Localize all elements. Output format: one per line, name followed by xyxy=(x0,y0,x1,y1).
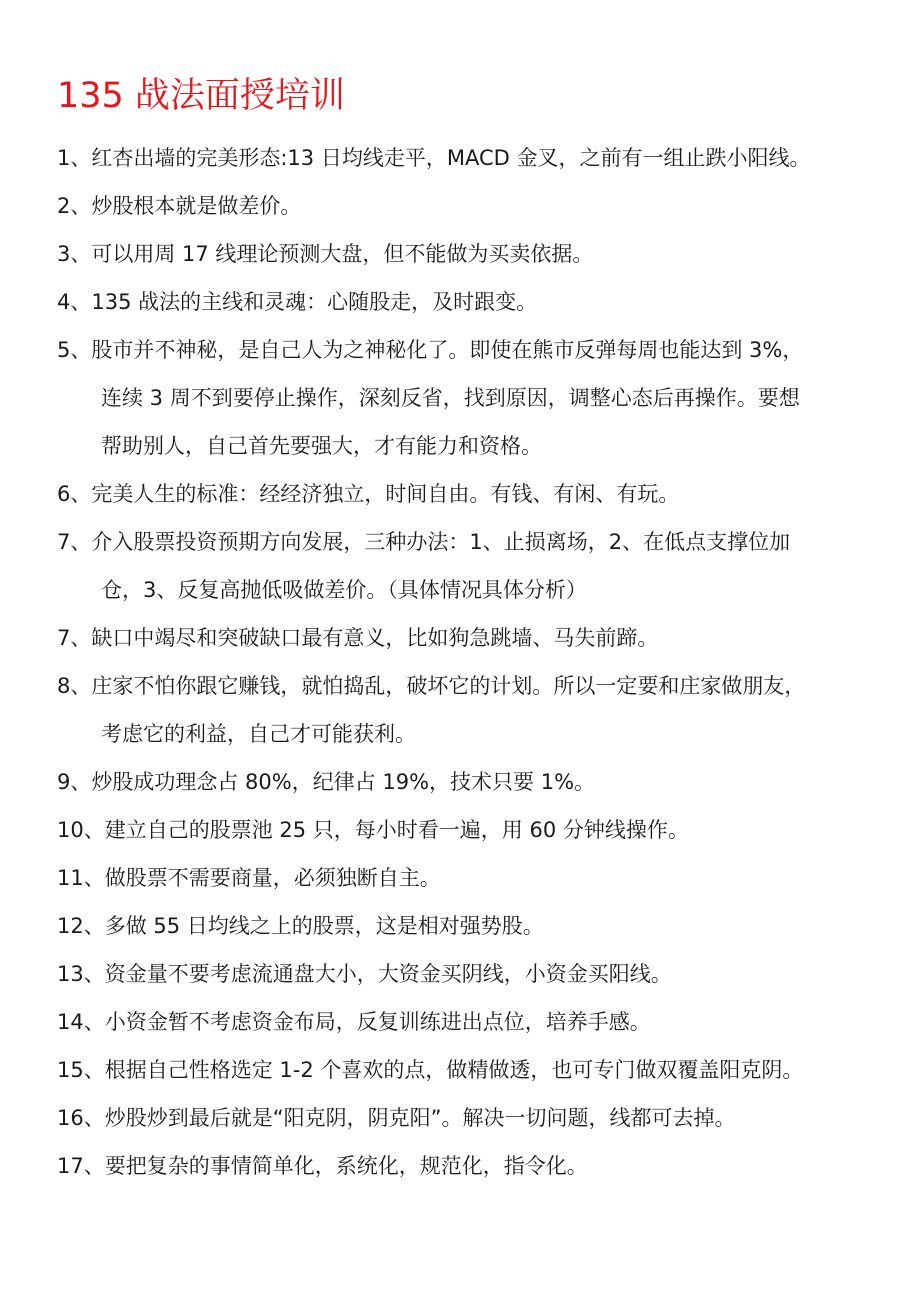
list-item xyxy=(57,758,897,806)
item-text: 9、炒股成功理念占 80%，纪律占 19%，技术只要 1%。 xyxy=(57,770,596,794)
list-item xyxy=(57,614,897,662)
list-item xyxy=(57,662,897,758)
list-item xyxy=(57,470,897,518)
item-text: 16、炒股炒到最后就是“阳克阴，阴克阳”。解决一切问题，线都可去掉。 xyxy=(57,1106,736,1130)
item-text: 7、缺口中竭尽和突破缺口最有意义，比如狗急跳墙、马失前蹄。 xyxy=(57,626,659,650)
item-text: 15、根据自己性格选定 1-2 个喜欢的点，做精做透，也可专门做双覆盖阳克阴。 xyxy=(57,1058,804,1082)
item-text: 6、完美人生的标准：经经济独立，时间自由。有钱、有闲、有玩。 xyxy=(57,482,680,506)
item-text-continuation: 连续 3 周不到要停止操作，深刻反省，找到原因，调整心态后再操作。要想 xyxy=(101,386,800,410)
item-text-continuation: 帮助别人，自己首先要强大，才有能力和资格。 xyxy=(101,434,542,458)
list-item xyxy=(57,518,897,614)
list-item xyxy=(57,1094,897,1142)
list-item xyxy=(57,1046,897,1094)
item-text: 14、小资金暂不考虑资金布局，反复训练进出点位，培养手感。 xyxy=(57,1010,651,1034)
item-text: 11、做股票不需要商量，必须独断自主。 xyxy=(57,866,441,890)
list-item xyxy=(57,806,897,854)
list-item xyxy=(57,950,897,998)
item-text: 3、可以用周 17 线理论预测大盘，但不能做为买卖依据。 xyxy=(57,242,594,266)
list-item xyxy=(57,854,897,902)
list-item xyxy=(57,230,897,278)
item-text: 17、要把复杂的事情简单化，系统化，规范化，指令化。 xyxy=(57,1154,588,1178)
item-text: 5、股市并不神秘，是自己人为之神秘化了。即使在熊市反弹每周也能达到 3%， xyxy=(57,338,804,362)
item-text: 13、资金量不要考虑流通盘大小，大资金买阴线，小资金买阳线。 xyxy=(57,962,672,986)
item-text-continuation: 考虑它的利益，自己才可能获利。 xyxy=(101,722,416,746)
list-item xyxy=(57,902,897,950)
item-text: 12、多做 55 日均线之上的股票，这是相对强势股。 xyxy=(57,914,544,938)
list-item xyxy=(57,134,897,182)
item-text: 4、135 战法的主线和灵魂：心随股走，及时跟变。 xyxy=(57,290,538,314)
list-item xyxy=(57,998,897,1046)
item-text: 7、介入股票投资预期方向发展，三种办法：1、止损离场，2、在低点支撑位加 xyxy=(57,530,791,554)
item-list xyxy=(57,134,897,1190)
item-text: 2、炒股根本就是做差价。 xyxy=(57,194,302,218)
item-text: 8、庄家不怕你跟它赚钱，就怕捣乱，破坏它的计划。所以一定要和庄家做朋友， xyxy=(57,674,806,698)
item-text: 10、建立自己的股票池 25 只，每小时看一遍，用 60 分钟线操作。 xyxy=(57,818,689,842)
item-text: 1、红杏出墙的完美形态:13 日均线走平，MACD 金叉，之前有一组止跌小阳线。 xyxy=(57,146,811,170)
list-item xyxy=(57,1142,897,1190)
list-item xyxy=(57,278,897,326)
item-text-continuation: 仓，3、反复高抛低吸做差价。（具体情况具体分析） xyxy=(101,578,587,602)
list-item xyxy=(57,326,897,470)
page-title: 135 战法面授培训 xyxy=(57,76,345,116)
list-item xyxy=(57,182,897,230)
